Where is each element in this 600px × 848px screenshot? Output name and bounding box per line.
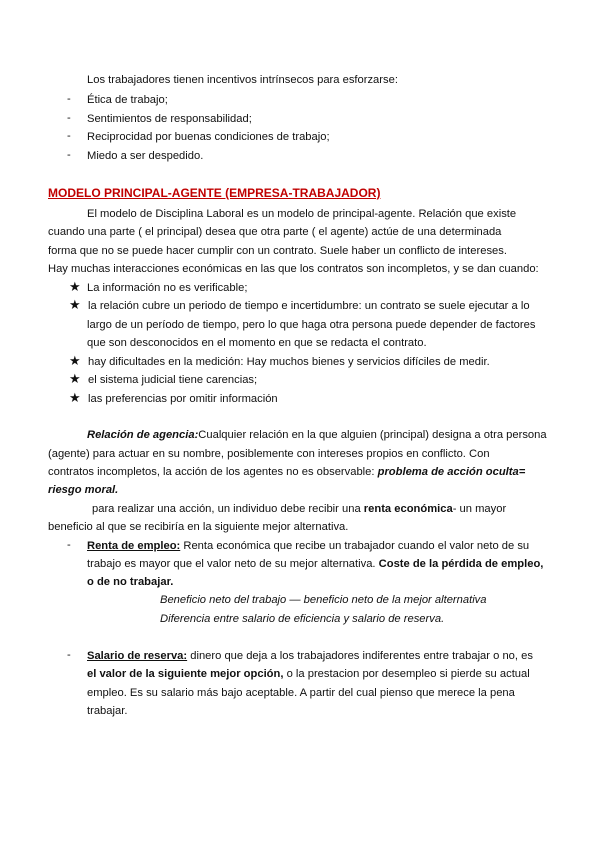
paragraph-line: forma que no se puede hacer cumplir con un contrato. Suele haber un conflicto de intereses. — [48, 245, 507, 257]
reserva-text: dinero que deja a los trabajadores indiferentes entre trabajar o no, es — [187, 650, 533, 662]
star-icon: ★ — [69, 390, 81, 405]
bullet-dash: - — [67, 93, 71, 105]
empleo-label: Renta de empleo: — [87, 540, 181, 552]
agency-line — [87, 428, 547, 442]
empleo-bold: Coste de la pérdida de empleo, — [378, 558, 544, 570]
renta-line — [92, 502, 506, 516]
bullet-dash: - — [67, 649, 71, 661]
star-item: largo de un período de tiempo, pero lo que haga otra persona puede depender de factores — [87, 319, 536, 331]
star-item: hay dificultades en la medición: Hay muchos bienes y servicios difíciles de medir. — [88, 356, 490, 368]
bullet-dash: - — [67, 539, 71, 551]
bullet-dash: - — [67, 149, 71, 161]
star-icon: ★ — [69, 279, 81, 294]
reserva-line: trabajar. — [87, 705, 128, 717]
empleo-text: Renta económica que recibe un trabajador cuando el valor neto de su — [180, 540, 530, 552]
star-item: La información no es verificable; — [87, 282, 248, 294]
agency-text: contratos incompletos, la acción de los agentes no es observable: — [48, 466, 378, 478]
renta-line: beneficio al que se recibiría en la siguiente mejor alternativa. — [48, 521, 349, 533]
reserva-line — [87, 667, 530, 681]
star-icon: ★ — [69, 297, 81, 312]
agency-emphasis: problema de acción oculta= — [377, 466, 526, 478]
empleo-text: trabajo es mayor que el valor neto de su mejor alternativa. — [87, 558, 379, 570]
formula-line: Diferencia entre salario de eficiencia y salario de reserva. — [160, 613, 445, 625]
renta-text: para realizar una acción, un individuo debe recibir una — [92, 503, 364, 515]
agency-text: Cualquier relación en la que alguien (principal) designa a otra persona — [198, 429, 547, 441]
intro-item: Sentimientos de responsabilidad; — [87, 113, 252, 125]
reserva-bold: el valor de la siguiente mejor opción, — [87, 668, 284, 680]
empleo-line — [87, 539, 529, 553]
paragraph-line: Hay muchas interacciones económicas en las que los contratos son incompletos, y se dan cuando: — [48, 263, 539, 275]
star-item: las preferencias por omitir información — [88, 393, 278, 405]
agency-label: Relación de agencia: — [87, 429, 199, 441]
reserva-line — [87, 649, 533, 663]
empleo-bold: o de no trabajar. — [87, 576, 174, 588]
paragraph-line: cuando una parte ( el principal) desea que otra parte ( el agente) actúe de una determinada — [48, 226, 502, 238]
empleo-line — [87, 557, 543, 571]
section-heading: MODELO PRINCIPAL-AGENTE (EMPRESA-TRABAJADOR) — [48, 186, 381, 200]
agency-line: (agente) para actuar en su nombre, posiblemente con intereses propios en conflicto. Con — [48, 448, 490, 460]
intro-text: Los trabajadores tienen incentivos intrínsecos para esforzarse: — [87, 74, 398, 86]
reserva-text: o la prestacion por desempleo si pierde su actual — [283, 668, 530, 680]
star-icon: ★ — [69, 353, 81, 368]
reserva-line: empleo. Es su salario más bajo aceptable. A partir del cual pienso que merece la pena — [87, 687, 515, 699]
renta-text: - un mayor — [452, 503, 507, 515]
intro-item: Miedo a ser despedido. — [87, 150, 204, 162]
formula-line: Beneficio neto del trabajo — beneficio neto de la mejor alternativa — [160, 594, 487, 606]
star-item: la relación cubre un periodo de tiempo e incertidumbre: un contrato se suele ejecutar a lo — [88, 300, 530, 312]
bullet-dash: - — [67, 130, 71, 142]
star-item: que son desconocidos en el momento en que se redacta el contrato. — [87, 337, 427, 349]
agency-emphasis: riesgo moral. — [48, 484, 119, 496]
intro-item: Ética de trabajo; — [87, 94, 168, 106]
agency-line — [48, 465, 525, 479]
star-item: el sistema judicial tiene carencias; — [88, 374, 258, 386]
intro-item: Reciprocidad por buenas condiciones de trabajo; — [87, 131, 330, 143]
reserva-label: Salario de reserva: — [87, 650, 188, 662]
renta-bold: renta económica — [363, 503, 453, 515]
bullet-dash: - — [67, 112, 71, 124]
star-icon: ★ — [69, 371, 81, 386]
paragraph-line: El modelo de Disciplina Laboral es un modelo de principal-agente. Relación que existe — [87, 208, 517, 220]
